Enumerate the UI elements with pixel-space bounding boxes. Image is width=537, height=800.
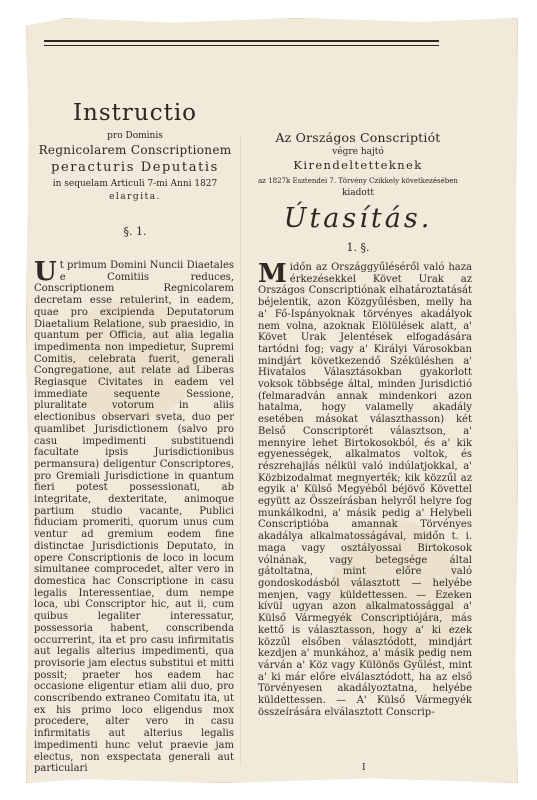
latin-line-3: peracturis Deputatis xyxy=(51,160,219,175)
latin-title: Instructio xyxy=(72,100,198,126)
hungarian-dropcap: M xyxy=(258,259,287,289)
latin-section-heading: §. 1. xyxy=(123,225,147,238)
hungarian-line-4: az 1827k Esztendei 7. Törvény Czikkely következésében xyxy=(258,177,458,185)
hungarian-line-5: kiadott xyxy=(341,188,375,198)
hungarian-line-3: Kirendeltetteknek xyxy=(293,158,423,172)
hungarian-section-heading: 1. §. xyxy=(346,241,370,254)
signature-mark: I xyxy=(362,763,366,773)
column-divider xyxy=(240,135,241,765)
hungarian-line-1: Az Országos Conscriptiót xyxy=(275,130,441,145)
hungarian-body-text xyxy=(258,259,472,754)
hungarian-line-2: végre hajtó xyxy=(332,147,384,157)
latin-dropcap: U xyxy=(34,257,57,287)
latin-line-5: elargita. xyxy=(109,192,161,202)
hungarian-body-content: időn az Országgyűléséről való haza érkezésekkel Követ Urak az Országos Conscriptiónak elhatároztatását béjelentik, azon Közgyűlésben, melly ha a' Fő-Ispányoknak törvényes akadályok nem volna, azoknak Elölülések alatt, a' Követ Urak Jelentések elfogadására tartódni fog; vagy a' Királyi Városokban mindjárt következendő Széküléshen a' Hivatalos Választásokban gyakorlott voksok többsége által, minden Jurisdictió (felmaradván annak mindenkori azon hatalma, hogy valamelly akadály esetében másokat választhasson) két Belső Conscriptorét választson, a' mennyire lehet Birtokosokból, és a' kik egyenességek, alkalmatos voltok, és részrehajlás nélkül való indúlatjokkal, a' Közbizodalmat megnyerték; kik közzűl az egyik a' Külső Megyéből béjövő Követtel együtt az Összeírásban helyről helyre fog munkálkodni, a' másik pedig a' Helybeli Conscriptióba amannak Törvényes akadálya alkalmatosságával, midőn t. i. maga vagy osztályossai Birtokosok vólnának, vagy betegsége által gátoltatna, mint előre való gondoskodásból választott — helyébe menjen, vagy küldettessen. — Ezeken kívül ugyan azon alkalmatossággal a' Külső Vármegyék Conscriptiójára, más kettő is választasson, hogy a' ki ezek közzűl elsőben választódott, mindjárt kezdjen a' munkához, a' másik pedig nem várván a' Köz vagy Különös Gyűlést, mint a' ki már előre elválasztódott, ha az első Törvényesen akadályoztatna, helyébe küldettessen. — A' Külső Vármegyék összeírására elválasztott Conscrip- xyxy=(258,262,472,718)
latin-line-1: pro Dominis xyxy=(107,131,163,141)
latin-line-2: Regnicolarem Conscriptionem xyxy=(38,143,232,157)
latin-body-content: t primum Domini Nuncii Diaetales e Comitiis reduces, Conscriptionem Regnicolarem decretam esse retulerint, in eadem, quae pro excipienda Deputatorum Diaetalium Relatione, sub praesidio, in quantum per Officia, aut alia legalia impedimenta non impedietur, Supremi Comitis, celebrata fuerit, generali Congregatione, aut relate ad Liberas Regiasque Civitates in eadem vel immediate sequente Sessione, pluralitate votorum in aliis electionibus observari sveta, duo per quamlibet Jurisdictionem (salvo pro casu impedimenti substituendi facultate ipsis Jurisdictionibus permansura) deligentur Conscriptores, pro Gremiali Jurisdictione in quantum fieri potest possessionati, ab integritate, dexteritate, animoque partium studio vacante, Publici fiduciam promeriti, quorum unus cum ventur ad gremium eodem fine distinctae Jurisdictionis Deputato, in opere Conscriptionis de loco in locum simultanee comprocedet, alter vero in domestica hac Conscriptione in casu legalis Interessentiae, dum nempe loca, ubi Conscriptor hic, aut ii, cum quibus legaliter interessatur, possessoria habent, conscribenda occurrerint, ita et pro casu infirmitatis aut legalis alterius impedimenti, qua provisorie jam electus substitui et mitti possit; praeter hos eadem hac occasione eligentur etiam alii duo, pro conscribendo extraneo Comitatu ita, ut ex his primo loco eligendus mox procedere, alter vero in casu infirmitatis aut alterius legalis impedimenti hunc velut praevie jam electus, non exspectata generali aut particulari xyxy=(34,260,234,775)
latin-line-4: in sequelam Articuli 7-mi Anni 1827 xyxy=(52,179,218,189)
hungarian-title: Útasítás. xyxy=(283,203,433,234)
latin-body-text xyxy=(34,257,234,775)
